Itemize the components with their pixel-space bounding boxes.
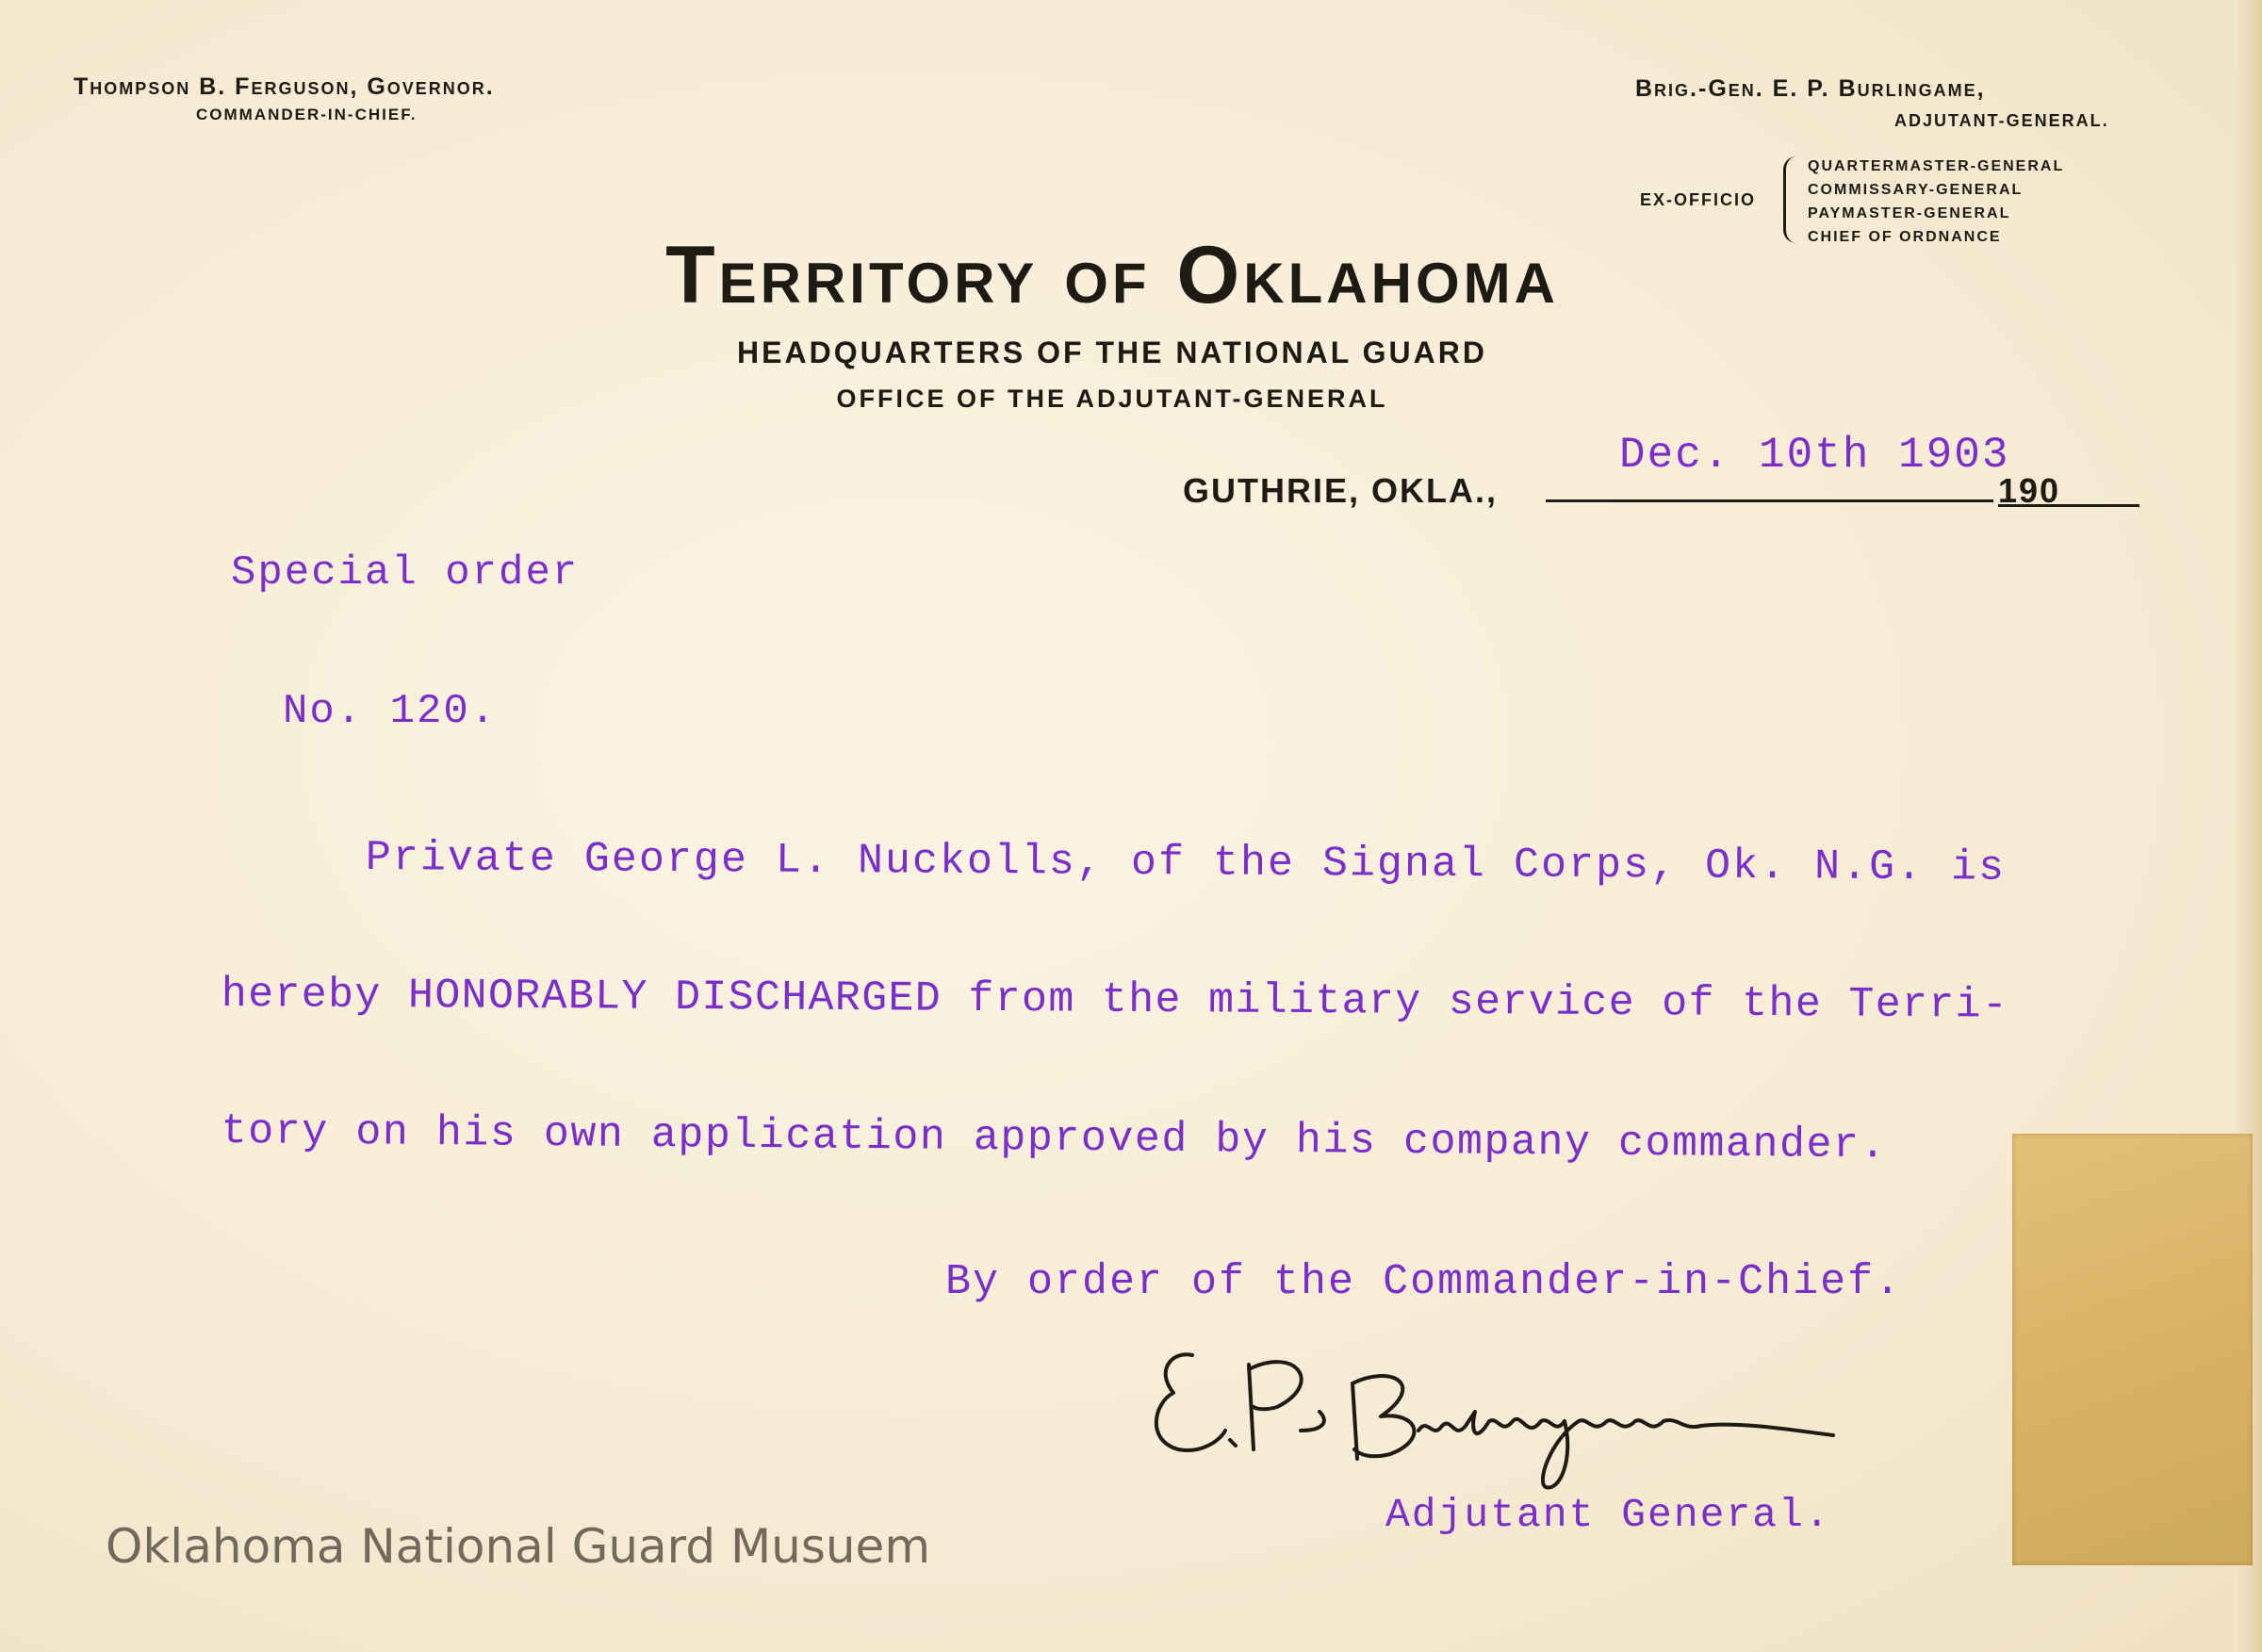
museum-watermark: Oklahoma National Guard Musuem [106, 1519, 931, 1574]
body-line: Private George L. Nuckolls, of the Signal Corps, Ok. N.G. is [365, 834, 2007, 892]
place-label: GUTHRIE, OKLA., [1183, 471, 1498, 510]
body-line: tory on his own application approved by his company commander. [221, 1107, 1888, 1170]
signature [1136, 1327, 1984, 1515]
governor-name: Thompson B. Ferguson, Governor. [74, 74, 495, 100]
adjutant-name: Brig.-Gen. E. P. Burlingame, [1635, 75, 1986, 102]
adjutant-title: ADJUTANT-GENERAL. [1894, 111, 2109, 130]
ex-officio-role: COMMISSARY-GENERAL [1808, 182, 2024, 198]
ex-officio-role: QUARTERMASTER-GENERAL [1808, 158, 2065, 174]
letter-date: Dec. 10th 1903 [1619, 431, 2010, 480]
body-line: hereby HONORABLY DISCHARGED from the military service of the Terri- [221, 971, 2009, 1030]
tape-patch [2012, 1134, 2253, 1565]
ex-officio-label: EX-OFFICIO [1640, 190, 1756, 209]
office-heading: OFFICE OF THE ADJUTANT-GENERAL [836, 384, 1388, 413]
year-rule [1998, 504, 2139, 507]
hq-heading: HEADQUARTERS OF THE NATIONAL GUARD [737, 335, 1487, 369]
order-title: Special order [231, 549, 580, 597]
order-number: No. 120. [283, 688, 498, 735]
ex-officio-role: CHIEF OF ORDNANCE [1808, 229, 2002, 245]
territory-heading: Territory of Oklahoma [665, 230, 1559, 320]
ex-officio-brace [1783, 156, 1801, 243]
closing-line: By order of the Commander-in-Chief. [945, 1258, 1903, 1306]
date-rule [1546, 499, 1993, 502]
ex-officio-role: PAYMASTER-GENERAL [1808, 205, 2011, 221]
signatory-title: Adjutant General. [1385, 1492, 1831, 1538]
year-prefix: 190 [1998, 471, 2061, 510]
governor-title: COMMANDER-IN-CHIEF. [196, 106, 418, 123]
